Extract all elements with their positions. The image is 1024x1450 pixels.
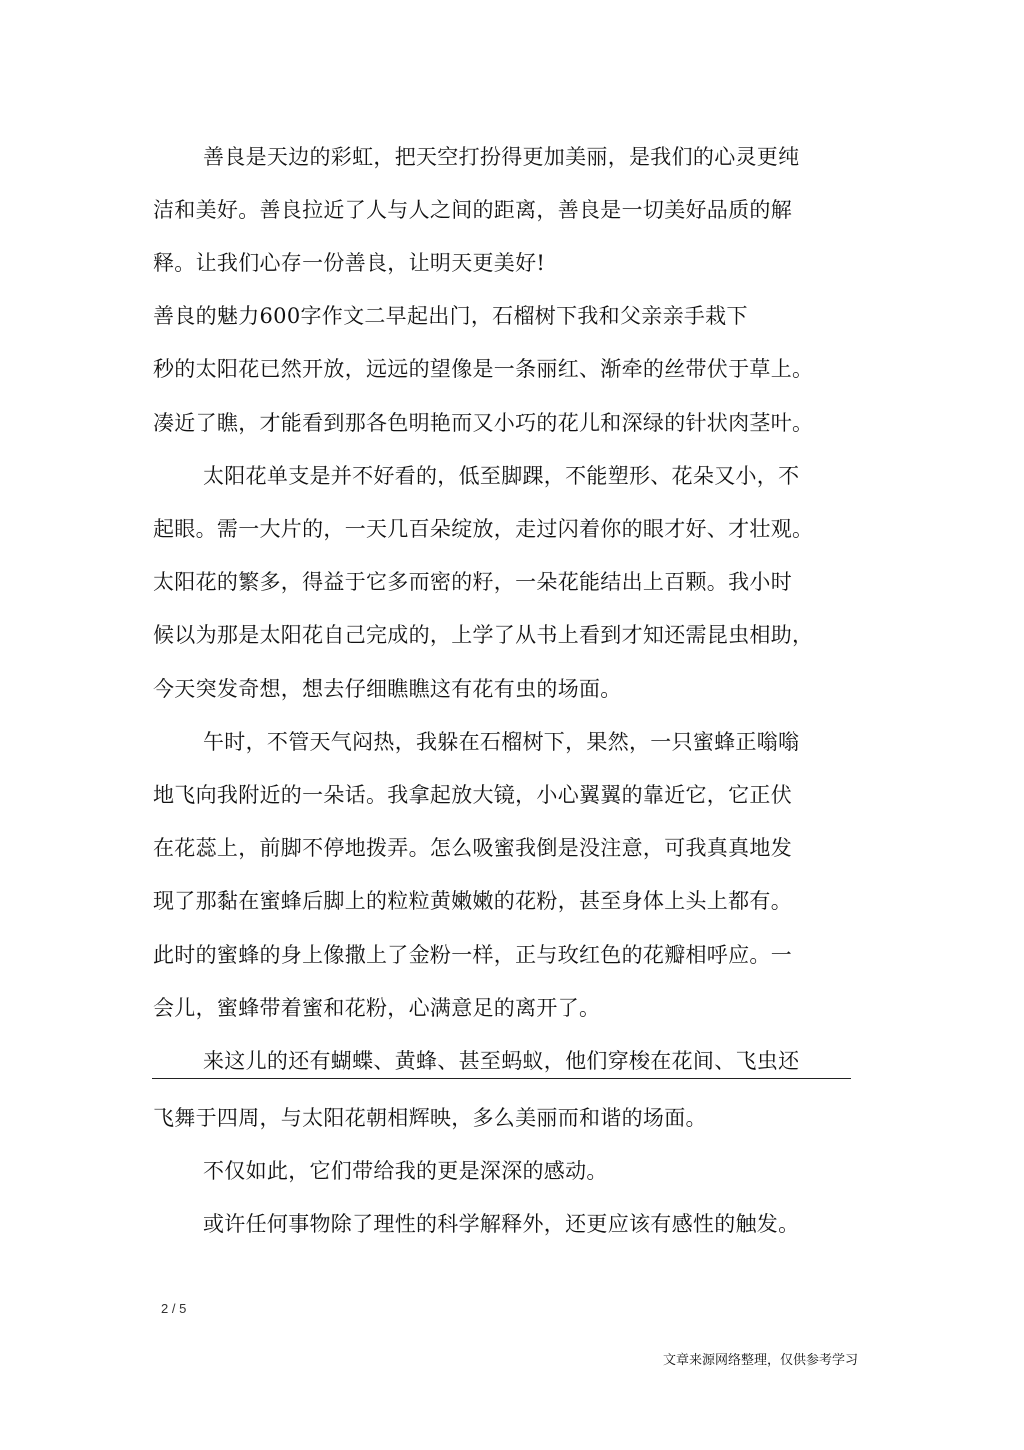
text-line: 起眼。需一大片的，一天几百朵绽放，走过闪着你的眼才好、才壮观。 (153, 517, 814, 541)
page-number: 2 / 5 (161, 1301, 187, 1316)
text-line: 会儿，蜜蜂带着蜜和花粉，心满意足的离开了。 (153, 996, 601, 1020)
text-line: 来这儿的还有蝴蝶、黄蜂、甚至蚂蚁，他们穿梭在花间、飞虫还 (203, 1049, 800, 1073)
text-line: 候以为那是太阳花自己完成的，上学了从书上看到才知还需昆虫相助， (153, 623, 814, 647)
text-line: 秒的太阳花已然开放，远远的望像是一条丽红、渐牵的丝带伏于草上。 (153, 357, 814, 381)
text-line: 不仅如此，它们带给我的更是深深的感动。 (203, 1159, 608, 1183)
text-line: 今天突发奇想，想去仔细瞧瞧这有花有虫的场面。 (153, 677, 622, 701)
footer-note: 文章来源网络整理，仅供参考学习 (663, 1353, 859, 1368)
divider (152, 1078, 851, 1079)
text-line: 此时的蜜蜂的身上像撒上了金粉一样，正与玫红色的花瓣相呼应。一 (153, 943, 792, 967)
text-line: 午时，不管天气闷热，我躲在石榴树下，果然，一只蜜蜂正嗡嗡 (203, 730, 800, 754)
text-line: 洁和美好。善良拉近了人与人之间的距离，善良是一切美好品质的解 (153, 198, 792, 222)
text-line: 善良的魅力600字作文二早起出门，石榴树下我和父亲亲手栽下 (153, 304, 748, 328)
text-line: 现了那黏在蜜蜂后脚上的粒粒黄嫩嫩的花粉，甚至身体上头上都有。 (153, 889, 792, 913)
text-line: 飞舞于四周，与太阳花朝相辉映，多么美丽而和谐的场面。 (153, 1106, 707, 1130)
text-line: 释。让我们心存一份善良，让明天更美好! (153, 251, 546, 275)
text-line: 或许任何事物除了理性的科学解释外，还更应该有感性的触发。 (203, 1212, 800, 1236)
text-line: 凑近了瞧，才能看到那各色明艳而又小巧的花儿和深绿的针状肉茎叶。 (153, 411, 814, 435)
text-line: 太阳花单支是并不好看的，低至脚踝，不能塑形、花朵又小，不 (203, 464, 800, 488)
text-line: 在花蕊上，前脚不停地拨弄。怎么吸蜜我倒是没注意，可我真真地发 (153, 836, 792, 860)
text-line: 太阳花的繁多，得益于它多而密的籽，一朵花能结出上百颗。我小时 (153, 570, 792, 594)
text-line: 地飞向我附近的一朵话。我拿起放大镜，小心翼翼的靠近它，它正伏 (153, 783, 792, 807)
text-line: 善良是天边的彩虹，把天空打扮得更加美丽，是我们的心灵更纯 (203, 145, 800, 169)
